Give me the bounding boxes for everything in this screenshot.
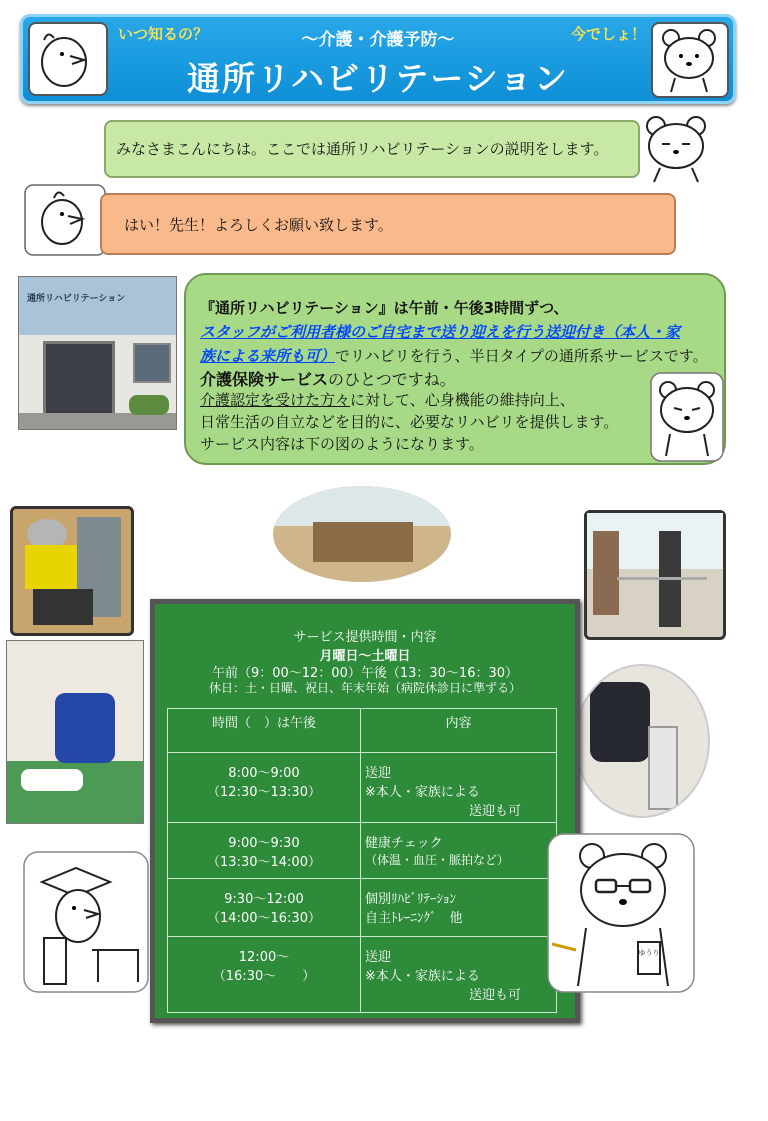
- bear-mascot-icon: [650, 372, 724, 464]
- teacher-name-tag: ゆうり: [638, 949, 660, 957]
- intro-line-6: 日常生活の自立などを目的に、必要なリハビリを提供します。: [200, 413, 619, 431]
- service-schedule-board: [150, 599, 580, 1023]
- header-banner: [20, 14, 736, 104]
- intro-line-2: スタッフがご利用者様のご自宅まで送り迎えを行う送迎付き（本人・家: [200, 323, 681, 341]
- student-speech-bubble: [100, 193, 676, 255]
- banner-top-right: 今でしょ！: [571, 25, 647, 43]
- bike-exercise-photo: [574, 664, 710, 818]
- table-header-row: [168, 709, 557, 753]
- intro-line-7: サービス内容は下の図のようになります。: [200, 435, 484, 453]
- teacher-speech-text: みなさまこんにちは。ここでは通所リハビリテーションの説明をします。: [116, 140, 609, 158]
- board-hours: 午前（9：00～12：00）午後（13：30～16：30）: [211, 666, 519, 681]
- board-days: 月曜日～土曜日: [319, 649, 411, 664]
- exercise-bike-photo: [10, 506, 134, 636]
- board-holidays: 休日：土・日曜、祝日、年末年始（病院休診日に準ずる）: [208, 681, 521, 695]
- table-row: 9:00～9:30 （13:30～14:00） 健康チェック （体温・血圧・脈拍など）: [168, 823, 557, 879]
- table-row: 12:00～ （16:30～ ） 送迎 ※本人・家族による 送迎も可: [168, 937, 557, 1013]
- intro-line-3: 族による来所も可）でリハビリを行う、半日タイプの通所系サービスです。: [200, 347, 708, 365]
- intro-line-5: 介護認定を受けた方々に対して、心身機能の維持向上、: [200, 391, 575, 409]
- column-header-content: 内容: [361, 709, 557, 753]
- student-speech-text: はい！先生！よろしくお願い致します。: [124, 216, 393, 234]
- therapy-bed-photo: [6, 640, 144, 824]
- page-title: 通所リハビリテーション: [186, 59, 570, 98]
- schedule-table: [167, 708, 557, 1013]
- parallel-bars-photo: [584, 510, 726, 640]
- teacher-speech-bubble: [104, 120, 640, 178]
- column-header-time: 時間（ ）は午後: [168, 709, 361, 753]
- graduate-chick-icon: [22, 850, 150, 994]
- intro-line-4: 介護保険サービスのひとつですね。: [200, 370, 456, 389]
- group-exercise-photo: [273, 486, 451, 582]
- banner-top-left: いつ知るの？: [118, 25, 209, 43]
- chick-mascot-icon: [24, 184, 106, 256]
- building-sign: 通所リハビリテーション: [27, 294, 126, 304]
- table-row: 8:00～9:00 （12:30～13:30） 送迎 ※本人・家族による 送迎も可: [168, 753, 557, 823]
- banner-subtitle: ～介護・介護予防～: [301, 30, 455, 50]
- building-photo: [18, 276, 177, 430]
- intro-line-1: 『通所リハビリテーション』は午前・午後3時間ずつ、: [200, 299, 569, 317]
- board-heading: サービス提供時間・内容: [293, 630, 437, 645]
- intro-description-box: [184, 273, 726, 465]
- professor-bear-icon: [546, 832, 696, 994]
- table-row: 9:30～12:00 （14:00～16:30） 個別ﾘﾊﾋﾞﾘﾃｰｼｮﾝ 自主ﾄﾚｰﾆﾝｸﾞ 他: [168, 879, 557, 937]
- bear-mascot-icon: [636, 110, 716, 186]
